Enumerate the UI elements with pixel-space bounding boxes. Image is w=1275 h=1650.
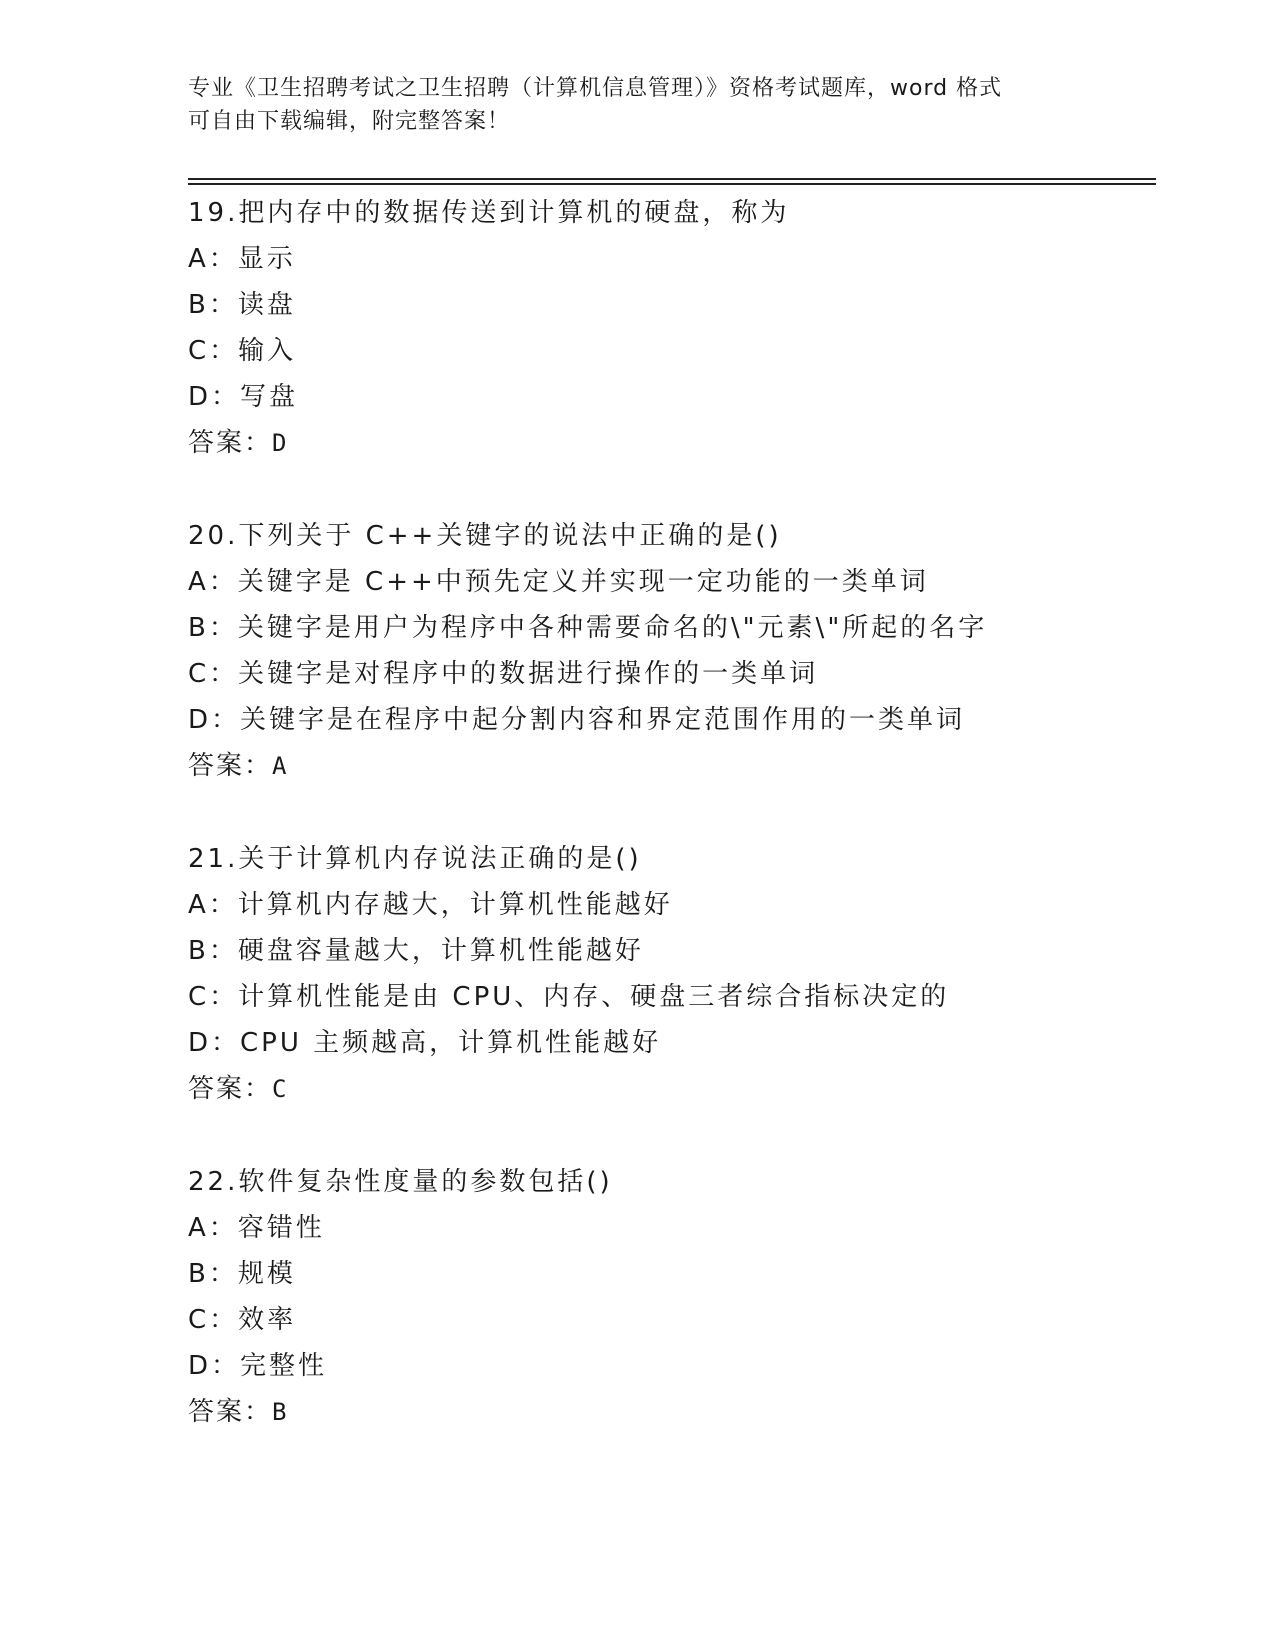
option-a: A：计算机内存越大，计算机性能越好 [188,890,673,920]
option-b: B：硬盘容量越大，计算机性能越好 [188,936,644,966]
question-stem: 19.把内存中的数据传送到计算机的硬盘，称为 [188,198,790,228]
question-19 [188,190,1156,466]
answer-line [188,420,1156,466]
answer-label: 答案： [188,1074,273,1104]
answer-label: 答案： [188,1397,273,1427]
answer-value: B [272,1398,288,1426]
option-c: C：计算机性能是由 CPU、内存、硬盘三者综合指标决定的 [188,982,950,1012]
answer-label: 答案： [188,751,273,781]
option-d: D：写盘 [188,382,299,412]
option-c: C：关键字是对程序中的数据进行操作的一类单词 [188,659,819,689]
document-header [188,72,1088,138]
question-stem: 22.软件复杂性度量的参数包括() [188,1167,613,1197]
header-line-1: 专业《卫生招聘考试之卫生招聘（计算机信息管理）》资格考试题库，word 格式 [188,76,1003,101]
header-divider-top [188,178,1156,180]
answer-label: 答案： [188,428,273,458]
answer-value: D [272,429,288,457]
question-stem: 21.关于计算机内存说法正确的是() [188,844,642,874]
answer-value: A [272,752,288,780]
option-b: B：规模 [188,1259,296,1289]
header-line-2: 可自由下载编辑，附完整答案！ [188,109,511,134]
answer-line [188,1389,1156,1435]
question-20 [188,513,1156,789]
question-21 [188,836,1156,1112]
question-22 [188,1159,1156,1435]
option-a: A：显示 [188,244,296,274]
option-b: B：读盘 [188,290,296,320]
option-d: D：CPU 主频越高，计算机性能越好 [188,1028,662,1058]
option-a: A：容错性 [188,1213,325,1243]
option-a: A：关键字是 C++中预先定义并实现一定功能的一类单词 [188,567,929,597]
option-b: B：关键字是用户为程序中各种需要命名的\"元素\"所起的名字 [188,613,988,643]
option-c: C：效率 [188,1305,297,1335]
option-d: D：关键字是在程序中起分割内容和界定范围作用的一类单词 [188,705,966,735]
answer-line [188,743,1156,789]
header-divider-bottom [188,183,1156,185]
option-c: C：输入 [188,336,297,366]
question-list [188,190,1156,1482]
option-d: D：完整性 [188,1351,328,1381]
answer-value: C [272,1075,288,1103]
question-stem: 20.下列关于 C++关键字的说法中正确的是() [188,521,782,551]
answer-line [188,1066,1156,1112]
